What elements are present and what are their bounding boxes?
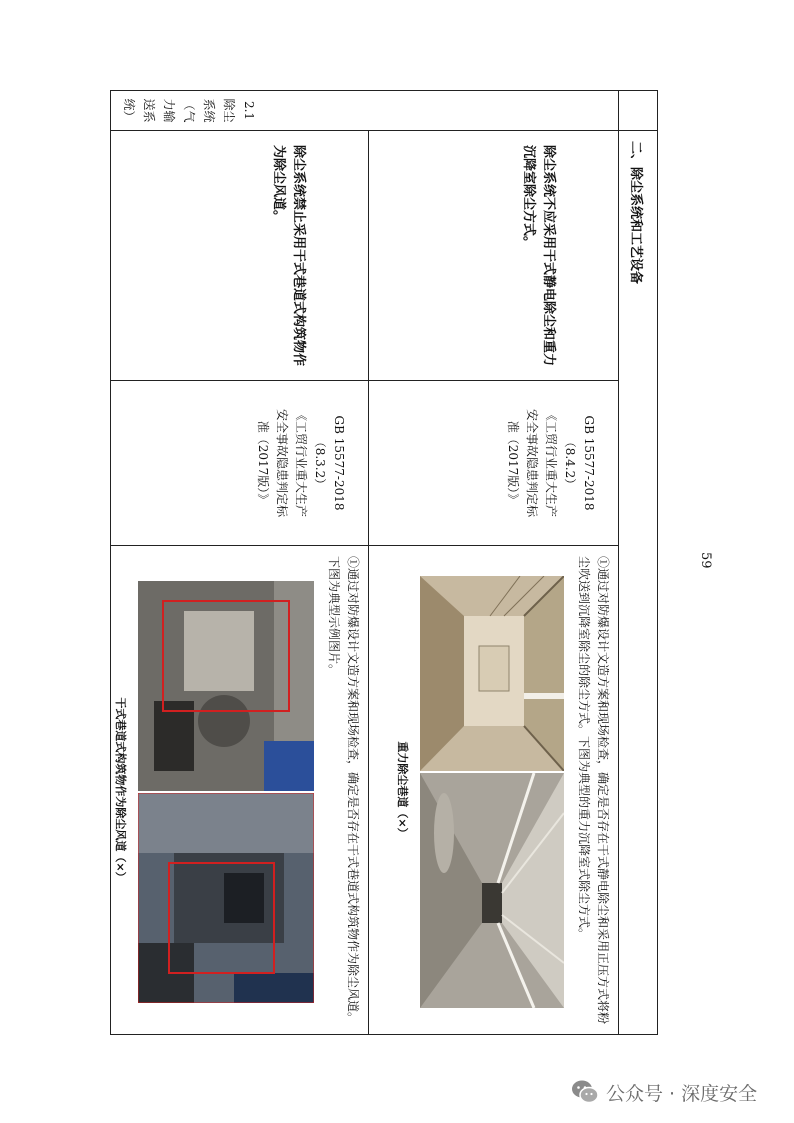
check-cell — [111, 546, 369, 1035]
basis-line: GB 15577-2018 — [332, 415, 346, 511]
watermark — [570, 1078, 757, 1106]
category-line: 送系 — [142, 98, 156, 123]
basis-line: （8.4.2） — [563, 435, 577, 491]
category-line: 2.1 — [242, 100, 256, 121]
category-line: 统） — [122, 98, 136, 123]
basis-line: 准（2017版）》 — [506, 420, 520, 506]
basis-line: 安全事故隐患判定标 — [275, 408, 289, 517]
basis-line: GB 15577-2018 — [582, 415, 596, 511]
basis-line: 准（2017版）》 — [256, 420, 270, 506]
category-cell — [111, 91, 619, 131]
workshop-machine-photo-left — [138, 581, 314, 791]
workshop-machine-photo-right — [138, 793, 314, 1003]
check-text: ①通过对防爆设计文造方案和现场检查，确定是否存在干式静电除尘和采用正压方式将粉尘吹送到沉降室除尘的除尘方式。下图为典型的重力沉降室式除尘方式。 — [577, 556, 610, 1025]
check-cell — [369, 546, 619, 1035]
requirement-text: 除尘系统不应采用干式静电除尘和重力沉降室除尘方式。 — [369, 131, 619, 381]
page-number: 59 — [698, 552, 713, 569]
basis-line: 《工贸行业重大生产 — [294, 408, 308, 517]
rotated-page — [114, 90, 658, 1034]
section-title: 二、除尘系统和工艺设备 — [619, 131, 658, 1035]
section-header-blank — [619, 91, 658, 131]
category-line: 力输 — [162, 98, 176, 123]
sedimentation-chamber-photo — [420, 576, 564, 771]
requirement-text: 除尘系统禁止采用干式巷道式构筑物作为除尘风道。 — [111, 131, 369, 381]
basis-line: （8.3.2） — [313, 435, 327, 491]
basis-line: 《工贸行业重大生产 — [544, 408, 558, 517]
hazard-table — [110, 90, 658, 1035]
basis-cell — [369, 381, 619, 546]
watermark-text: 公众号 · 深度安全 — [606, 1082, 758, 1105]
category-line: 除尘 — [222, 98, 236, 123]
basis-line: 安全事故隐患判定标 — [525, 408, 539, 517]
photo-caption: 重力除尘巷道（×） — [396, 741, 409, 839]
wechat-icon — [570, 1078, 600, 1106]
check-text: ①通过对防爆设计文造方案和现场检查，确定是否存在干式巷道式构筑物作为除尘风道。下图为典型示例图片。 — [327, 556, 360, 1025]
category-line: 系统 — [202, 98, 216, 123]
dust-tunnel-photo — [420, 773, 564, 1008]
basis-cell — [111, 381, 369, 546]
photo-caption: 干式巷道式构筑物作为除尘风道（×） — [114, 697, 127, 883]
category-line: （气 — [182, 98, 196, 123]
